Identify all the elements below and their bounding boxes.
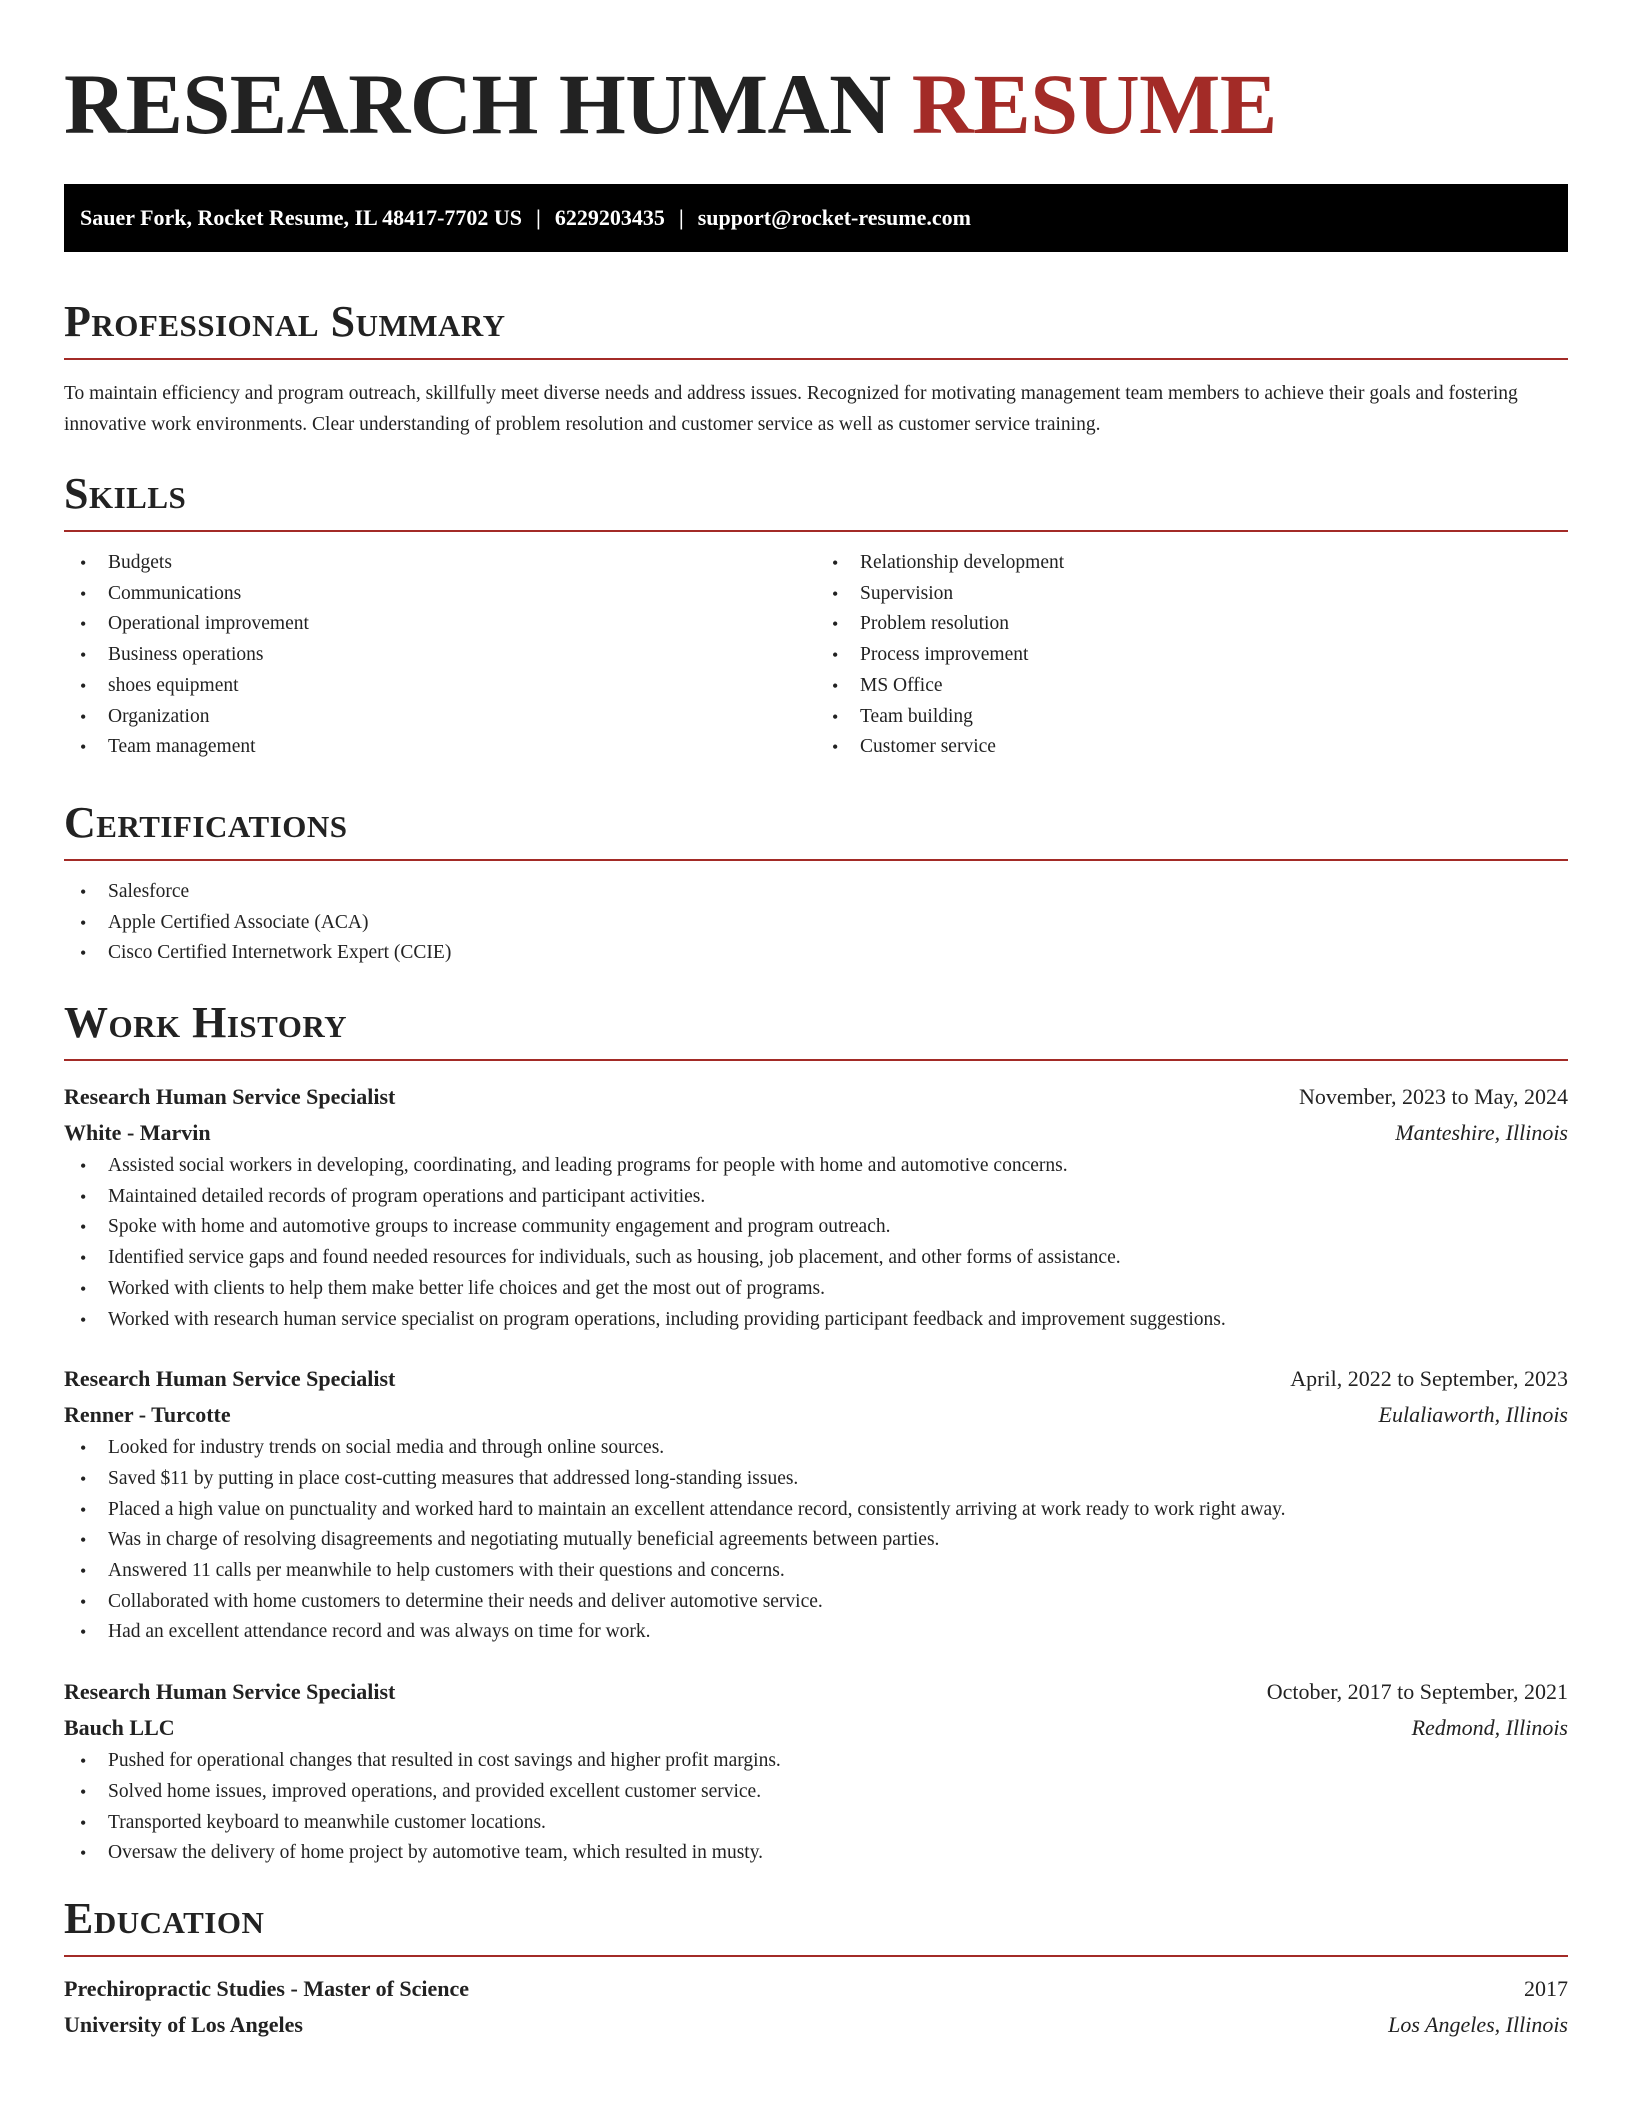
contact-address: Sauer Fork, Rocket Resume, IL 48417-7702 US <box>80 205 523 230</box>
education-school: University of Los Angeles <box>64 2011 303 2037</box>
job-bullet: • Answered 11 calls per meanwhile to help customers with their questions and concerns. <box>64 1556 1568 1587</box>
skills-list-right <box>816 548 1568 763</box>
skill-item: • Team building <box>816 702 1568 733</box>
job-bullets <box>64 1433 1568 1648</box>
skill-item: • Communications <box>64 579 816 610</box>
skill-item: • Team management <box>64 732 816 763</box>
education-heading: Education <box>64 1893 265 1943</box>
summary-section <box>64 296 1568 440</box>
education-section <box>64 1893 1568 2043</box>
job-title: Research Human Service Specialist <box>64 1366 396 1392</box>
job-bullet: • Maintained detailed records of program operations and participant activities. <box>64 1182 1568 1213</box>
contact-bar <box>64 184 1568 252</box>
summary-text: To maintain efficiency and program outreach, skillfully meet diverse needs and address issues. Recognized for motivating management team members to achieve their goals and fostering innovative work environments. Clear understanding of problem resolution and customer service as well as customer service training. <box>64 383 1518 435</box>
job-bullet: • Collaborated with home customers to determine their needs and deliver automotive service. <box>64 1587 1568 1618</box>
job-bullet: • Pushed for operational changes that resulted in cost savings and higher profit margins. <box>64 1746 1568 1777</box>
summary-heading: Professional Summary <box>64 297 506 346</box>
section-divider <box>64 859 1568 861</box>
certifications-heading: Certifications <box>64 797 348 847</box>
job-entry <box>64 1079 1568 1335</box>
section-divider <box>64 1059 1568 1061</box>
job-bullet: • Transported keyboard to meanwhile customer locations. <box>64 1808 1568 1839</box>
skill-item: • MS Office <box>816 671 1568 702</box>
skills-column-left <box>64 548 816 763</box>
skill-item: • Operational improvement <box>64 609 816 640</box>
skill-item: • Supervision <box>816 579 1568 610</box>
job-company: Bauch LLC <box>64 1715 175 1741</box>
skill-item: • Budgets <box>64 548 816 579</box>
job-location: Redmond, Illinois <box>1411 1715 1568 1741</box>
job-bullet: • Spoke with home and automotive groups to increase community engagement and program outreach. <box>64 1212 1568 1243</box>
skill-item: • shoes equipment <box>64 671 816 702</box>
job-bullet: • Saved $11 by putting in place cost-cutting measures that addressed long-standing issues. <box>64 1464 1568 1495</box>
job-dates: April, 2022 to September, 2023 <box>1290 1366 1568 1392</box>
job-title: Research Human Service Specialist <box>64 1084 396 1110</box>
job-company: White - Marvin <box>64 1120 211 1146</box>
education-school-row <box>64 2007 1568 2043</box>
certification-item: • Cisco Certified Internetwork Expert (CCIE) <box>64 938 1568 969</box>
job-location: Manteshire, Illinois <box>1395 1120 1568 1146</box>
job-bullet: • Worked with research human service specialist on program operations, including providing participant feedback and improvement suggestions. <box>64 1305 1568 1336</box>
education-year: 2017 <box>1524 1975 1568 2001</box>
job-company-row <box>64 1710 1568 1746</box>
job-company-row <box>64 1115 1568 1151</box>
skill-item: • Customer service <box>816 732 1568 763</box>
job-bullet: • Had an excellent attendance record and was always on time for work. <box>64 1617 1568 1648</box>
section-divider <box>64 530 1568 532</box>
section-divider <box>64 358 1568 360</box>
job-bullets <box>64 1151 1568 1335</box>
job-title: Research Human Service Specialist <box>64 1679 396 1705</box>
job-bullet: • Was in charge of resolving disagreements and negotiating mutually beneficial agreements between parties. <box>64 1525 1568 1556</box>
job-company: Renner - Turcotte <box>64 1402 231 1428</box>
job-dates: November, 2023 to May, 2024 <box>1299 1084 1568 1110</box>
job-location: Eulaliaworth, Illinois <box>1378 1402 1568 1428</box>
job-bullet: • Placed a high value on punctuality and worked hard to maintain an excellent attendance record, consistently arriving at work ready to work right away. <box>64 1495 1568 1526</box>
contact-separator: | <box>536 205 541 230</box>
job-bullets <box>64 1746 1568 1869</box>
contact-separator: | <box>678 205 684 230</box>
job-bullet: • Oversaw the delivery of home project by automotive team, which resulted in musty. <box>64 1838 1568 1869</box>
certifications-list <box>64 877 1568 969</box>
certification-item: • Salesforce <box>64 877 1568 908</box>
certification-item: • Apple Certified Associate (ACA) <box>64 908 1568 939</box>
skill-item: • Business operations <box>64 640 816 671</box>
skill-item: • Problem resolution <box>816 609 1568 640</box>
skills-columns <box>64 548 1568 763</box>
job-header-row <box>64 1674 1568 1710</box>
job-bullet: • Solved home issues, improved operations, and provided excellent customer service. <box>64 1777 1568 1808</box>
work-history-section <box>64 997 1568 1869</box>
education-entry <box>64 1971 1568 2043</box>
skills-heading: Skills <box>64 469 187 518</box>
skill-item: • Process improvement <box>816 640 1568 671</box>
skill-item: • Organization <box>64 702 816 733</box>
certifications-section <box>64 797 1568 969</box>
job-header-row <box>64 1361 1568 1397</box>
skill-item: • Relationship development <box>816 548 1568 579</box>
job-company-row <box>64 1397 1568 1433</box>
job-entry <box>64 1361 1568 1648</box>
resume-title-accent: RESUME <box>911 56 1277 152</box>
education-degree-row <box>64 1971 1568 2007</box>
job-bullet: • Assisted social workers in developing, coordinating, and leading programs for people with home and automotive concerns. <box>64 1151 1568 1182</box>
job-entry <box>64 1674 1568 1869</box>
job-bullet: • Worked with clients to help them make better life choices and get the most out of programs. <box>64 1274 1568 1305</box>
skills-list-left <box>64 548 816 763</box>
resume-title <box>64 56 1568 152</box>
education-location: Los Angeles, Illinois <box>1388 2011 1568 2037</box>
contact-phone: 6229203435 <box>554 205 665 230</box>
education-degree: Prechiropractic Studies - Master of Science <box>64 1975 470 2001</box>
skills-column-right <box>816 548 1568 763</box>
work-history-heading: Work History <box>64 998 348 1048</box>
skills-section <box>64 468 1568 763</box>
job-bullet: • Looked for industry trends on social media and through online sources. <box>64 1433 1568 1464</box>
job-header-row <box>64 1079 1568 1115</box>
contact-email: support@rocket-resume.com <box>697 205 971 230</box>
section-divider <box>64 1955 1568 1957</box>
job-bullet: • Identified service gaps and found needed resources for individuals, such as housing, job placement, and other forms of assistance. <box>64 1243 1568 1274</box>
job-dates: October, 2017 to September, 2021 <box>1266 1679 1568 1705</box>
resume-title-main: RESEARCH HUMAN <box>64 56 891 152</box>
